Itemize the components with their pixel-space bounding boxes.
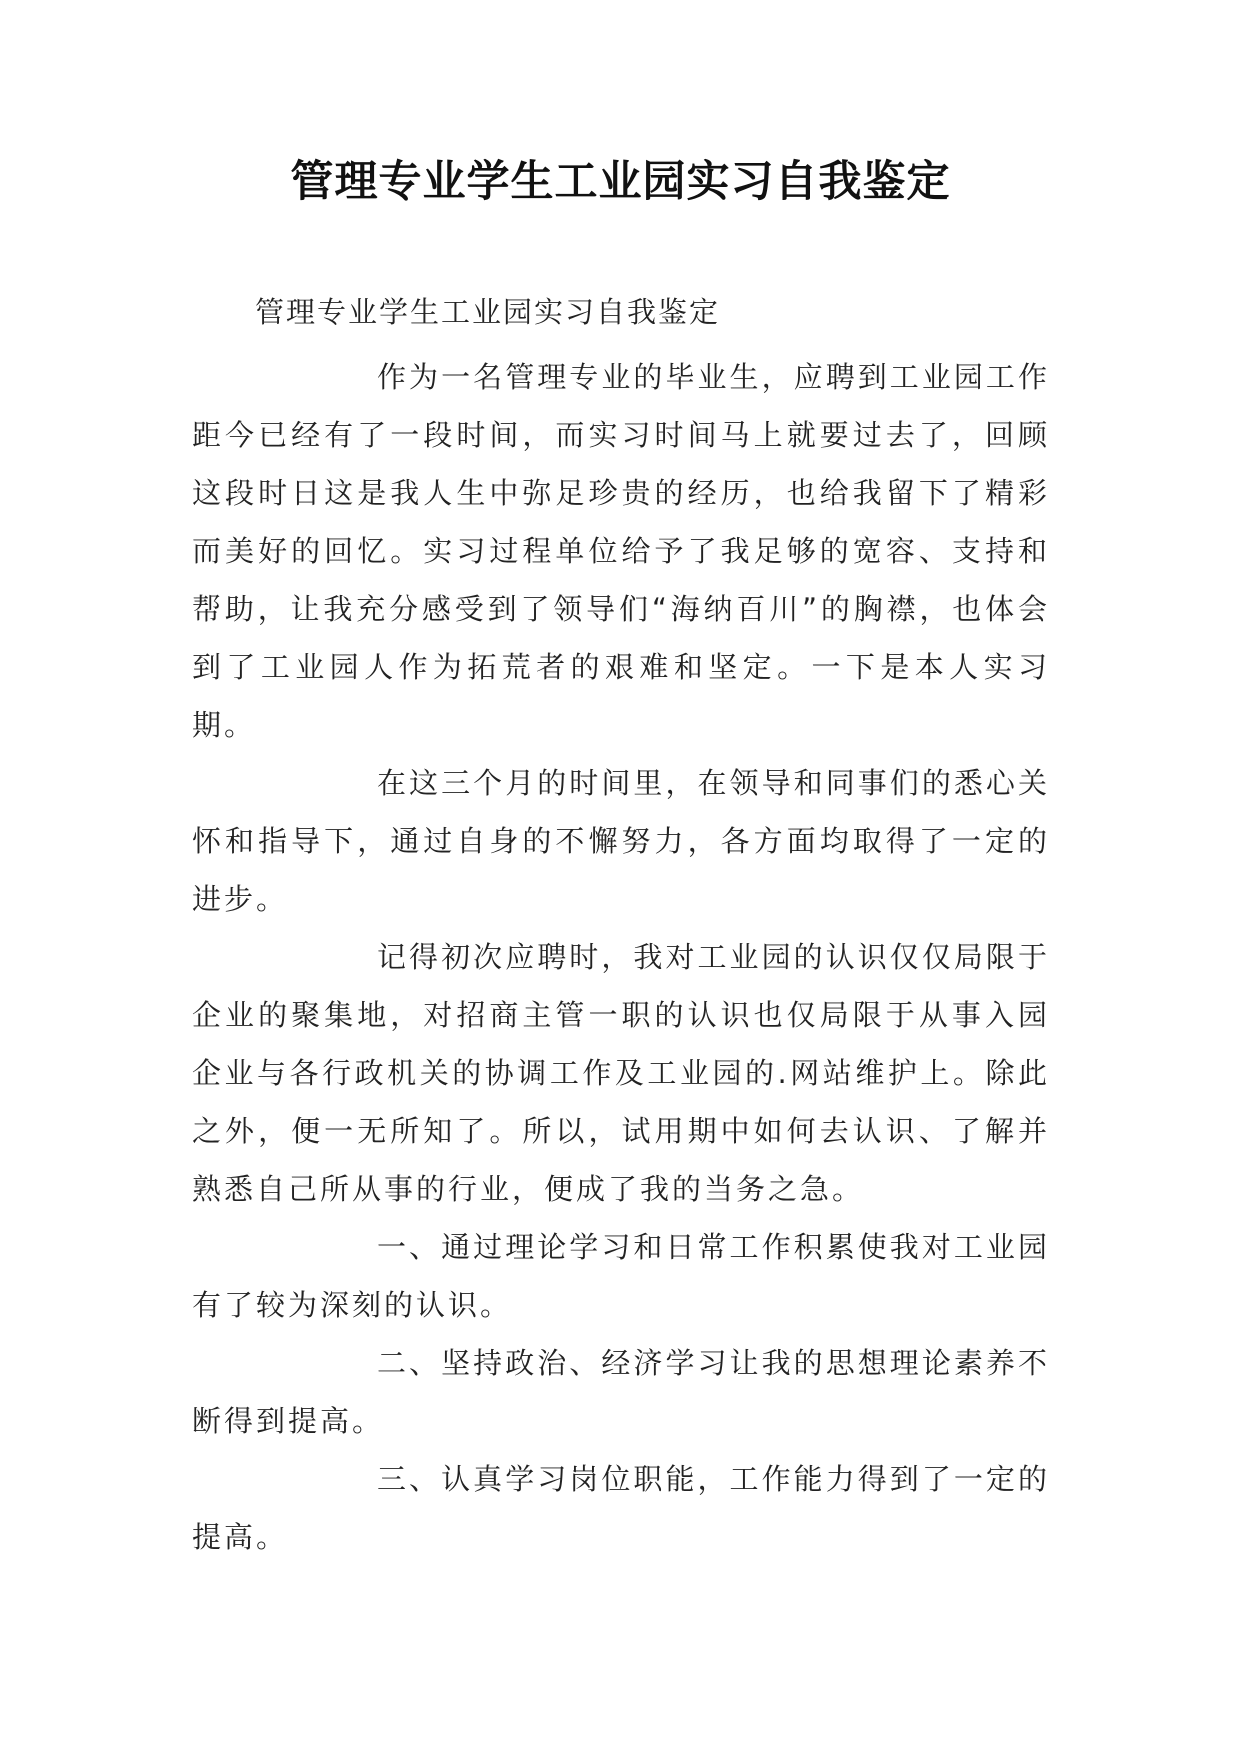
- paragraph: 在这三个月的时间里，在领导和同事们的悉心关怀和指导下，通过自身的不懈努力，各方面均取得了一定的进步。: [192, 766, 1050, 916]
- paragraph: 一、通过理论学习和日常工作积累使我对工业园有了较为深刻的认识。: [192, 1230, 1050, 1322]
- paragraph: 三、认真学习岗位职能，工作能力得到了一定的提高。: [192, 1462, 1050, 1554]
- paragraph: 作为一名管理专业的毕业生，应聘到工业园工作距今已经有了一段时间，而实习时间马上就要过去了，回顾这段时日这是我人生中弥足珍贵的经历，也给我留下了精彩而美好的回忆。实习过程单位给予了我足够的宽容、支持和帮助，让我充分感受到了领导们“海纳百川”的胸襟，也体会到了工业园人作为拓荒者的艰难和坚定。一下是本人实习期。: [192, 360, 1050, 742]
- paragraph: 二、坚持政治、经济学习让我的思想理论素养不断得到提高。: [192, 1346, 1050, 1438]
- paragraph: 记得初次应聘时，我对工业园的认识仅仅局限于企业的聚集地，对招商主管一职的认识也仅局限于从事入园企业与各行政机关的协调工作及工业园的.网站维护上。除此之外，便一无所知了。所以，试用期中如何去认识、了解并熟悉自己所从事的行业，便成了我的当务之急。: [192, 940, 1050, 1206]
- document-body: [192, 348, 1050, 1566]
- document-subtitle: 管理专业学生工业园实习自我鉴定: [255, 295, 721, 329]
- document-title: 管理专业学生工业园实习自我鉴定: [290, 157, 951, 207]
